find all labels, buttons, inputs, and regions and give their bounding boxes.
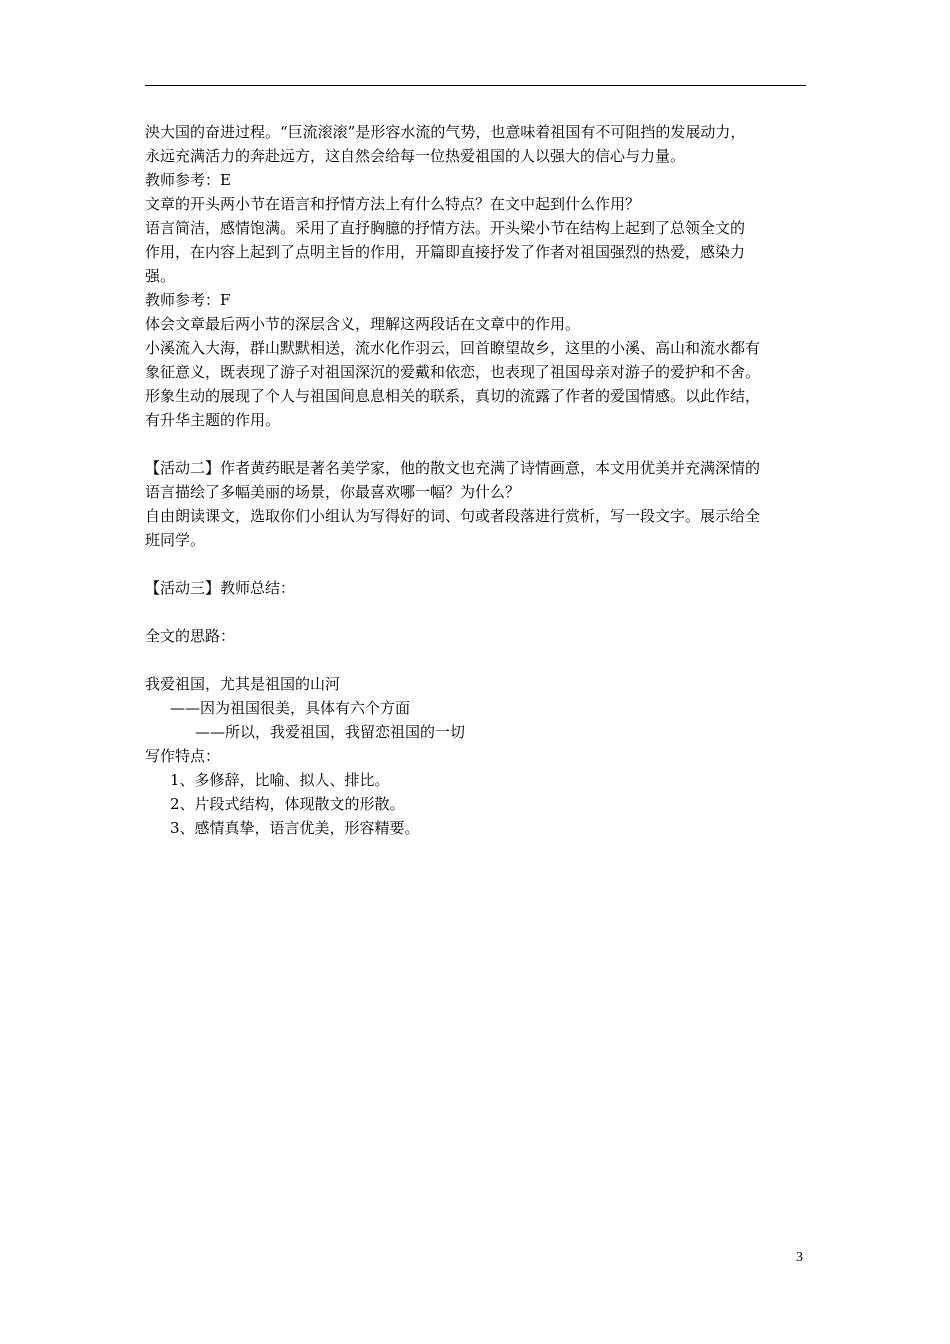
activity-two-line: 自由朗读课文，选取你们小组认为写得好的词、句或者段落进行赏析，写一段文字。展示给全: [145, 507, 761, 525]
activity-two-line: 语言描绘了多幅美丽的场景，你最喜欢哪一幅？为什么？: [145, 483, 521, 501]
paragraph-line: 永远充满活力的奔赴远方，这自然会给每一位热爱祖国的人以强大的信心与力量。: [145, 147, 686, 165]
activity-two-line: 【活动二】作者黄药眠是著名美学家，他的散文也充满了诗情画意，本文用优美并充满深情的: [145, 459, 761, 477]
question-line: 体会文章最后两小节的深层含义，理解这两段话在文章中的作用。: [145, 315, 581, 333]
answer-line: 象征意义，既表现了游子对祖国深沉的爱戴和依恋，也表现了祖国母亲对游子的爱护和不舍。: [145, 363, 761, 381]
paragraph-line: 泱大国的奋进过程。“巨流滚滚”是形容水流的气势，也意味着祖国有不可阻挡的发展动力，: [145, 123, 746, 141]
outline-heading: 全文的思路：: [145, 627, 236, 645]
page-number: 3: [796, 1250, 803, 1265]
outline-line: ——所以，我爱祖国，我留恋祖国的一切: [195, 723, 466, 741]
question-line: 文章的开头两小节在语言和抒情方法上有什么特点？在文中起到什么作用？: [145, 195, 641, 213]
activity-two-line: 班同学。: [145, 531, 206, 549]
answer-line: 强。: [145, 267, 176, 285]
feature-item: 3、感情真挚，语言优美，形容精要。: [170, 819, 420, 837]
teacher-reference-label: 教师参考：F: [145, 291, 231, 309]
answer-line: 小溪流入大海，群山默默相送，流水化作羽云，回首瞭望故乡，这里的小溪、高山和流水都有: [145, 339, 761, 357]
activity-three-heading: 【活动三】教师总结：: [145, 579, 296, 597]
feature-item: 2、片段式结构，体现散文的形散。: [170, 795, 405, 813]
header-rule: [145, 85, 806, 86]
writing-features-heading: 写作特点：: [145, 747, 221, 765]
answer-line: 形象生动的展现了个人与祖国间息息相关的联系，真切的流露了作者的爱国情感。以此作结，: [145, 387, 761, 405]
answer-line: 语言简洁，感情饱满。采用了直抒胸臆的抒情方法。开头梁小节在结构上起到了总领全文的: [145, 219, 746, 237]
answer-line: 有升华主题的作用。: [145, 411, 281, 429]
document-body: [145, 120, 810, 840]
answer-line: 作用，在内容上起到了点明主旨的作用，开篇即直接抒发了作者对祖国强烈的热爱，感染力: [145, 243, 746, 261]
feature-item: 1、多修辞，比喻、拟人、排比。: [170, 771, 390, 789]
outline-line: ——因为祖国很美，具体有六个方面: [170, 699, 411, 717]
teacher-reference-label: 教师参考：E: [145, 171, 231, 189]
outline-line: 我爱祖国，尤其是祖国的山河: [145, 675, 341, 693]
